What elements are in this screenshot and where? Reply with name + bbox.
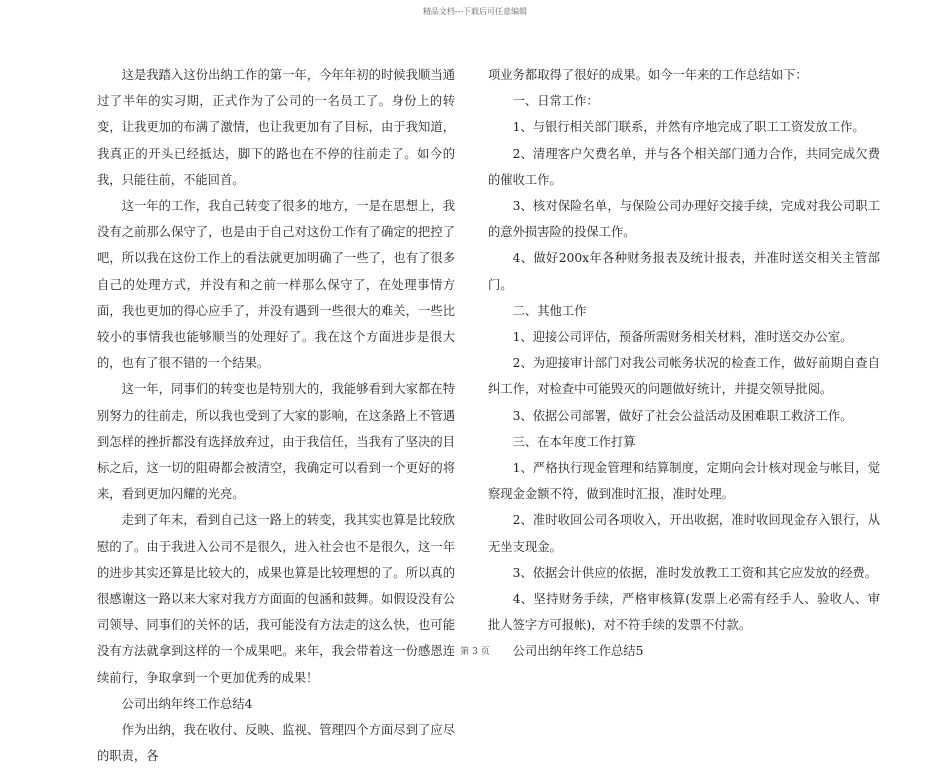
section-heading: 公司出纳年终工作总结4 [121,696,253,711]
paragraph: 作为出纳，我在收付、反映、监视、管理四个方面尽到了应尽的职责，各 [97,723,455,764]
list-item: 2、为迎接审计部门对我公司帐务状况的检查工作，做好前期自查自纠工作，对检查中可能毁灭的问题做好统计，并提交领导批阅。 [488,356,880,397]
paragraph: 这是我踏入这份出纳工作的第一年，今年年初的时候我顺当通过了半年的实习期，正式作为了公司的一名员工了。身份上的转变，让我更加的布满了激情，也让我更加有了目标，由于我知道，我真正的开头已经抵达，脚下的路也在不停的往前走了。如今的我，只能往前，不能回首。 [97,68,455,187]
left-column [97,62,455,769]
paragraph: 走到了年末，看到自己这一路上的转变，我其实也算是比较欣慰的了。由于我进入公司不是很久，进入社会也不是很久，这一年的进步其实还算是比较大的，成果也算是比较理想的了。所以真的很感谢这一路以来大家对我方方面面的包涵和鼓舞。如假设没有公司领导、同事们的关怀的话，我可能没有方法走的这么快，也可能没有方法就拿到这样的一个成果吧。来年，我会带着这一份感恩连续前行，争取拿到一个更加优秀的成果！ [97,513,455,685]
page-header: 精品文档---下载后可任意编辑 [422,7,528,16]
list-item: 3、核对保险名单，与保险公司办理好交接手续，完成对我公司职工的意外损害险的投保工作。 [488,199,880,240]
list-item: 2、清理客户欠费名单，并与各个相关部门通力合作，共同完成欠费的催收工作。 [488,146,880,187]
page-number: 第 3 页 [460,647,490,657]
list-item: 4、做好200x年各种财务报表及统计报表，并准时送交相关主管部门。 [488,251,880,292]
list-item: 1、与银行相关部门联系，并然有序地完成了职工工资发放工作。 [512,120,865,135]
section-heading: 一、日常工作： [512,94,599,109]
list-item: 2、准时收回公司各项收入，开出收据，准时收回现金存入银行，从无坐支现金。 [488,513,880,554]
paragraph: 这一年的工作，我自己转变了很多的地方，一是在思想上，我没有之前那么保守了，也是由于自己对这份工作有了确定的把控了吧，所以我在这份工作上的看法就更加明确了一些了，也有了很多自己的处理方式，并没有和之前一样那么保守了，在处理事情方面，我也更加的得心应手了，并没有遇到一些很大的难关，一些比较小的事情我也能够顺当的处理好了。我在这个方面进步是很大的，也有了很不错的一个结果。 [97,199,455,371]
list-item: 3、依据会计供应的依据，准时发放教工工资和其它应发放的经费。 [512,565,878,580]
list-item: 1、严格执行现金管理和结算制度，定期向会计核对现金与帐目，觉察现金金额不符，做到准时汇报，准时处理。 [488,461,880,502]
paragraph: 这一年，同事们的转变也是特别大的，我能够看到大家都在特别努力的往前走，所以我也受到了大家的影响，在这条路上不管遇到怎样的挫折都没有选择放弃过，由于我信任，当我有了坚决的目标之后，这一切的阻碍都会被清空，我确定可以看到一个更好的将来，看到更加闪耀的光亮。 [97,382,455,502]
list-item: 1、迎接公司评估，预备所需财务相关材料，准时送交办公室。 [512,330,853,345]
section-heading: 三、在本年度工作打算 [512,434,636,449]
paragraph-continuation: 项业务都取得了很好的成果。如今一年来的工作总结如下： [488,68,808,82]
list-item: 4、坚持财务手续，严格审核算(发票上必需有经手人、验收人、审批人签字方可报帐)，对不符手续的发票不付款。 [488,592,880,633]
section-heading: 二、其他工作 [512,303,587,318]
section-heading: 公司出纳年终工作总结5 [512,644,644,659]
right-column [488,62,880,665]
list-item: 3、依据公司部署，做好了社会公益活动及困难职工救济工作。 [512,408,853,423]
